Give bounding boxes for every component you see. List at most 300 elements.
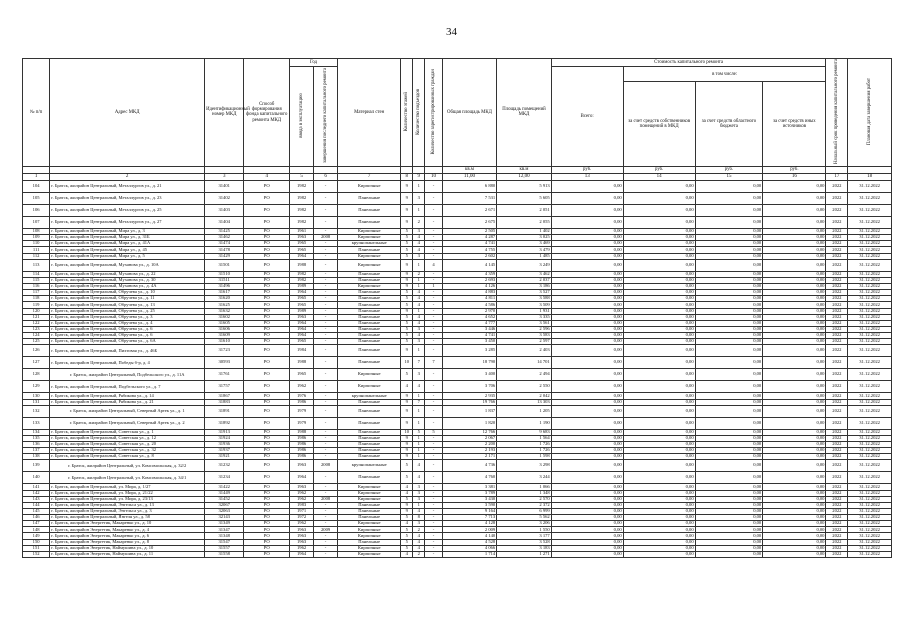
cell-premises-area: 5 562 bbox=[497, 515, 552, 521]
cell-year-built: 1963 bbox=[290, 235, 314, 241]
cell-year-repair: - bbox=[314, 339, 338, 345]
cell-premises-area: 2 494 bbox=[497, 369, 552, 381]
cell-region-cost: 0,00 bbox=[695, 235, 763, 241]
cell-num: 142 bbox=[23, 490, 50, 496]
cell-method: РО bbox=[244, 320, 290, 326]
cell-total-cost: 0,00 bbox=[551, 417, 623, 429]
cell-year-repair: - bbox=[314, 180, 338, 192]
column-number-cell: 17 bbox=[826, 173, 848, 180]
cell-region-cost: 0,00 bbox=[695, 496, 763, 502]
cell-people: - bbox=[425, 448, 442, 454]
cell-ident: 31602 bbox=[205, 314, 244, 320]
cell-start-year: 2022 bbox=[826, 527, 848, 533]
cell-start-year: 2022 bbox=[826, 216, 848, 228]
cell-year-repair: - bbox=[314, 357, 338, 369]
cell-total-area: 1 714 bbox=[442, 551, 497, 557]
cell-people: - bbox=[425, 502, 442, 508]
cell-method: РО bbox=[244, 502, 290, 508]
cell-start-year: 2022 bbox=[826, 357, 848, 369]
cell-walls: Кирпичные bbox=[338, 283, 401, 289]
cell-region-cost: 0,00 bbox=[695, 180, 763, 192]
cell-total-cost: 0,00 bbox=[551, 302, 623, 308]
cell-year-repair: - bbox=[314, 320, 338, 326]
cell-method: РО bbox=[244, 460, 290, 472]
cell-entrances: 4 bbox=[413, 241, 425, 247]
cell-floors: 9 bbox=[401, 216, 413, 228]
cell-ident: 31474 bbox=[205, 241, 244, 247]
cell-method: РО bbox=[244, 216, 290, 228]
cell-entrances: 3 bbox=[413, 496, 425, 502]
cell-year-repair: - bbox=[314, 216, 338, 228]
cell-entrances: 1 bbox=[413, 417, 425, 429]
cell-year-built: 1964 bbox=[290, 551, 314, 557]
cell-year-repair: - bbox=[314, 515, 338, 521]
cell-walls: Панельные bbox=[338, 320, 401, 326]
cell-own-cost: 0,00 bbox=[623, 539, 695, 545]
cell-entrances: 3 bbox=[413, 326, 425, 332]
cell-own-cost: 0,00 bbox=[623, 521, 695, 527]
cell-premises-area: 3 583 bbox=[497, 333, 552, 339]
cell-floors: 9 bbox=[401, 192, 413, 204]
column-number-cell: 10 bbox=[425, 173, 442, 180]
cell-plan-date: 31.12.2022 bbox=[848, 228, 892, 234]
cell-year-repair: - bbox=[314, 381, 338, 393]
table-row bbox=[23, 345, 892, 357]
cell-total-cost: 0,00 bbox=[551, 283, 623, 289]
cell-year-repair: - bbox=[314, 399, 338, 405]
cell-other-cost: 0,00 bbox=[763, 484, 826, 490]
cell-num: 113 bbox=[23, 259, 50, 271]
cell-total-cost: 0,00 bbox=[551, 180, 623, 192]
cell-ident: 31610 bbox=[205, 339, 244, 345]
cell-plan-date: 31.12.2022 bbox=[848, 326, 892, 332]
cell-address: г. Братск, жилрайон Центральный, Мира ул., д. 5 bbox=[50, 253, 205, 259]
cell-region-cost: 0,00 bbox=[695, 357, 763, 369]
cell-other-cost: 0,00 bbox=[763, 405, 826, 417]
cell-total-area: 2 200 bbox=[442, 441, 497, 447]
cell-people: - bbox=[425, 271, 442, 277]
cell-other-cost: 0,00 bbox=[763, 448, 826, 454]
cell-method: РО bbox=[244, 314, 290, 320]
cell-num: 107 bbox=[23, 216, 50, 228]
cell-ident: 31757 bbox=[205, 381, 244, 393]
table-row bbox=[23, 216, 892, 228]
cell-premises-area: 3 462 bbox=[497, 271, 552, 277]
cell-people: - bbox=[425, 539, 442, 545]
cell-other-cost: 0,00 bbox=[763, 314, 826, 320]
cell-method: РО bbox=[244, 521, 290, 527]
cell-own-cost: 0,00 bbox=[623, 460, 695, 472]
cell-year-repair: - bbox=[314, 271, 338, 277]
cell-floors: 9 bbox=[401, 448, 413, 454]
cell-own-cost: 0,00 bbox=[623, 302, 695, 308]
cell-year-repair: - bbox=[314, 259, 338, 271]
cell-premises-area: 1 726 bbox=[497, 448, 552, 454]
cell-ident: 31511 bbox=[205, 277, 244, 283]
cell-other-cost: 0,00 bbox=[763, 539, 826, 545]
cell-address: г. Братск, жилрайон Центральный, Северный Артек ул., д. 2 bbox=[50, 417, 205, 429]
cell-start-year: 2022 bbox=[826, 405, 848, 417]
cell-own-cost: 0,00 bbox=[623, 502, 695, 508]
cell-floors: 9 bbox=[401, 399, 413, 405]
cell-plan-date: 31.12.2022 bbox=[848, 277, 892, 283]
cell-people: - bbox=[425, 204, 442, 216]
cell-plan-date: 31.12.2022 bbox=[848, 235, 892, 241]
cell-premises-area: 2 037 bbox=[497, 277, 552, 283]
cell-people: - bbox=[425, 490, 442, 496]
cell-entrances: 1 bbox=[413, 448, 425, 454]
cell-ident: 31404 bbox=[205, 216, 244, 228]
cell-num: 126 bbox=[23, 345, 50, 357]
cell-plan-date: 31.12.2022 bbox=[848, 259, 892, 271]
cell-own-cost: 0,00 bbox=[623, 241, 695, 247]
table-row bbox=[23, 472, 892, 484]
cell-premises-area: 2 550 bbox=[497, 381, 552, 393]
cell-method: РО bbox=[244, 551, 290, 557]
column-number-cell: 9 bbox=[413, 173, 425, 180]
cell-entrances: 3 bbox=[413, 228, 425, 234]
cell-floors: 5 bbox=[401, 241, 413, 247]
cell-num: 104 bbox=[23, 180, 50, 192]
cell-start-year: 2022 bbox=[826, 502, 848, 508]
cell-region-cost: 0,00 bbox=[695, 508, 763, 514]
cell-walls: Панельные bbox=[338, 290, 401, 296]
cell-year-built: 1982 bbox=[290, 192, 314, 204]
cell-year-repair: - bbox=[314, 253, 338, 259]
cell-year-repair: - bbox=[314, 484, 338, 490]
cell-address: г. Братск, жилрайон Энергетик, Наймушина ул., д. 11 bbox=[50, 551, 205, 557]
cell-other-cost: 0,00 bbox=[763, 441, 826, 447]
cell-num: 128 bbox=[23, 369, 50, 381]
cell-entrances: 1 bbox=[413, 277, 425, 283]
cell-total-area: 4 811 bbox=[442, 296, 497, 302]
cell-year-built: 1972 bbox=[290, 515, 314, 521]
cell-num: 130 bbox=[23, 393, 50, 399]
cell-method: РО bbox=[244, 345, 290, 357]
cell-walls: Кирпичные bbox=[338, 545, 401, 551]
cell-year-repair: - bbox=[314, 454, 338, 460]
cell-year-repair: - bbox=[314, 405, 338, 417]
cell-total-cost: 0,00 bbox=[551, 333, 623, 339]
cell-entrances: 4 bbox=[413, 314, 425, 320]
cell-method: РО bbox=[244, 527, 290, 533]
cell-walls: Панельные bbox=[338, 216, 401, 228]
cell-premises-area: 3 335 bbox=[497, 314, 552, 320]
cell-ident: 31422 bbox=[205, 484, 244, 490]
cell-num: 131 bbox=[23, 399, 50, 405]
cell-region-cost: 0,00 bbox=[695, 308, 763, 314]
cell-year-repair: - bbox=[314, 302, 338, 308]
cell-year-built: 1988 bbox=[290, 357, 314, 369]
cell-num: 141 bbox=[23, 484, 50, 490]
cell-floors: 10 bbox=[401, 429, 413, 435]
cell-people: - bbox=[425, 533, 442, 539]
cell-method: РО bbox=[244, 308, 290, 314]
cell-other-cost: 0,00 bbox=[763, 320, 826, 326]
cell-plan-date: 31.12.2022 bbox=[848, 247, 892, 253]
cell-start-year: 2022 bbox=[826, 441, 848, 447]
cell-total-area: 4 287 bbox=[442, 235, 497, 241]
cell-total-cost: 0,00 bbox=[551, 496, 623, 502]
cell-own-cost: 0,00 bbox=[623, 228, 695, 234]
cell-address: г. Братск, жилрайон Центральный, Пихтовая ул., д. 46Б bbox=[50, 345, 205, 357]
cell-floors: 5 bbox=[401, 460, 413, 472]
cell-total-area: 4 586 bbox=[442, 302, 497, 308]
cell-total-area: 4 736 bbox=[442, 460, 497, 472]
cell-ident: 31605 bbox=[205, 320, 244, 326]
cell-year-built: 1962 bbox=[290, 521, 314, 527]
cell-entrances: 4 bbox=[413, 235, 425, 241]
cell-ident: 32143 bbox=[205, 515, 244, 521]
cell-start-year: 2022 bbox=[826, 296, 848, 302]
cell-entrances: 3 bbox=[413, 484, 425, 490]
cell-ident: 31937 bbox=[205, 448, 244, 454]
cell-total-area: 4 066 bbox=[442, 545, 497, 551]
cell-year-built: 1986 bbox=[290, 435, 314, 441]
cell-method: РО bbox=[244, 192, 290, 204]
cell-ident: 31429 bbox=[205, 253, 244, 259]
cell-plan-date: 31.12.2022 bbox=[848, 429, 892, 435]
cell-total-cost: 0,00 bbox=[551, 296, 623, 302]
cell-num: 137 bbox=[23, 448, 50, 454]
cell-total-area: 1 820 bbox=[442, 417, 497, 429]
column-number-cell: 7 bbox=[338, 173, 401, 180]
cell-year-repair: - bbox=[314, 435, 338, 441]
cell-ident: 31349 bbox=[205, 521, 244, 527]
col-other-header: за счет средств иных источников bbox=[763, 82, 826, 167]
cell-total-area: 7 713 bbox=[442, 515, 497, 521]
cell-premises-area: 2 055 bbox=[497, 216, 552, 228]
column-number-cell: 3 bbox=[205, 173, 244, 180]
cell-ident: 31401 bbox=[205, 180, 244, 192]
cell-total-cost: 0,00 bbox=[551, 216, 623, 228]
cell-other-cost: 0,00 bbox=[763, 283, 826, 289]
cell-region-cost: 0,00 bbox=[695, 441, 763, 447]
cell-year-built: 1986 bbox=[290, 448, 314, 454]
cell-year-built: 1982 bbox=[290, 180, 314, 192]
cell-region-cost: 0,00 bbox=[695, 259, 763, 271]
cell-region-cost: 0,00 bbox=[695, 448, 763, 454]
cell-premises-area: 3 177 bbox=[497, 533, 552, 539]
cell-method: РО bbox=[244, 454, 290, 460]
cell-entrances: 1 bbox=[413, 308, 425, 314]
cell-address: г. Братск, жилрайон Центральный, Мира ул., д. 41А bbox=[50, 241, 205, 247]
cell-entrances: 3 bbox=[413, 521, 425, 527]
cell-year-built: 1964 bbox=[290, 333, 314, 339]
cell-total-area: 18 790 bbox=[442, 357, 497, 369]
cell-premises-area: 3 249 bbox=[497, 259, 552, 271]
cell-start-year: 2022 bbox=[826, 314, 848, 320]
cell-method: РО bbox=[244, 441, 290, 447]
cell-people: - bbox=[425, 460, 442, 472]
cell-plan-date: 31.12.2022 bbox=[848, 508, 892, 514]
cell-num: 121 bbox=[23, 314, 50, 320]
cell-floors: 5 bbox=[401, 472, 413, 484]
cell-floors: 5 bbox=[401, 339, 413, 345]
cell-premises-area: 1 598 bbox=[497, 454, 552, 460]
cell-plan-date: 31.12.2022 bbox=[848, 357, 892, 369]
cell-address: г. Братск, жилрайон Центральный, Муханова ул., д. 4А bbox=[50, 283, 205, 289]
cell-plan-date: 31.12.2022 bbox=[848, 545, 892, 551]
cell-year-built: 1965 bbox=[290, 247, 314, 253]
column-number-cell: 2 bbox=[50, 173, 205, 180]
cell-year-repair: 2008 bbox=[314, 460, 338, 472]
cell-plan-date: 31.12.2022 bbox=[848, 320, 892, 326]
cell-plan-date: 31.12.2022 bbox=[848, 484, 892, 490]
cell-address: г. Братск, жилрайон Центральный, Обручева ул., д. 4 bbox=[50, 320, 205, 326]
cell-people: - bbox=[425, 527, 442, 533]
col-method-header: Способ формирования фонда капитального ремонта МКД bbox=[244, 59, 290, 167]
cell-other-cost: 0,00 bbox=[763, 216, 826, 228]
cell-own-cost: 0,00 bbox=[623, 216, 695, 228]
col-walls-header: Материал стен bbox=[338, 59, 401, 167]
table-row bbox=[23, 192, 892, 204]
cell-total-area: 4 528 bbox=[442, 539, 497, 545]
cell-region-cost: 0,00 bbox=[695, 551, 763, 557]
cell-people: - bbox=[425, 326, 442, 332]
cell-people: 7 bbox=[425, 357, 442, 369]
cell-total-area: 6 880 bbox=[442, 180, 497, 192]
cell-start-year: 2022 bbox=[826, 448, 848, 454]
cell-region-cost: 0,00 bbox=[695, 277, 763, 283]
cell-other-cost: 0,00 bbox=[763, 435, 826, 441]
cell-own-cost: 0,00 bbox=[623, 180, 695, 192]
cell-total-area: 3 430 bbox=[442, 496, 497, 502]
cell-floors: 5 bbox=[401, 496, 413, 502]
cell-region-cost: 0,00 bbox=[695, 247, 763, 253]
cell-address: г. Братск, жилрайон Центральный, Металлургов ул., д. 27 bbox=[50, 216, 205, 228]
cell-total-area: 7 531 bbox=[442, 192, 497, 204]
cell-year-built: 1962 bbox=[290, 381, 314, 393]
cell-premises-area: 1 205 bbox=[497, 405, 552, 417]
cell-other-cost: 0,00 bbox=[763, 235, 826, 241]
table-row bbox=[23, 369, 892, 381]
cell-start-year: 2022 bbox=[826, 393, 848, 399]
cell-year-built: 1965 bbox=[290, 339, 314, 345]
cell-plan-date: 31.12.2022 bbox=[848, 381, 892, 393]
cell-own-cost: 0,00 bbox=[623, 192, 695, 204]
cell-walls: Панельные bbox=[338, 247, 401, 253]
cell-num: 123 bbox=[23, 326, 50, 332]
cell-region-cost: 0,00 bbox=[695, 405, 763, 417]
cell-start-year: 2022 bbox=[826, 369, 848, 381]
cell-address: г. Братск, жилрайон Центральный, Обручева ул., д. 13 bbox=[50, 302, 205, 308]
cell-walls: Панельные bbox=[338, 472, 401, 484]
cell-num: 149 bbox=[23, 533, 50, 539]
cell-method: РО bbox=[244, 405, 290, 417]
cell-floors: 5 bbox=[401, 247, 413, 253]
cell-people: - bbox=[425, 484, 442, 490]
cell-other-cost: 0,00 bbox=[763, 460, 826, 472]
cell-num: 129 bbox=[23, 381, 50, 393]
cell-floors: 5 bbox=[401, 539, 413, 545]
cell-region-cost: 0,00 bbox=[695, 339, 763, 345]
cell-total-cost: 0,00 bbox=[551, 454, 623, 460]
cell-people: - bbox=[425, 399, 442, 405]
cell-year-built: 1965 bbox=[290, 296, 314, 302]
cell-year-repair: - bbox=[314, 247, 338, 253]
cell-entrances: 4 bbox=[413, 302, 425, 308]
cell-floors: 9 bbox=[401, 441, 413, 447]
cell-floors: 4 bbox=[401, 381, 413, 393]
cell-region-cost: 0,00 bbox=[695, 241, 763, 247]
cell-year-built: 1982 bbox=[290, 204, 314, 216]
cell-start-year: 2022 bbox=[826, 508, 848, 514]
cell-num: 105 bbox=[23, 192, 50, 204]
cell-address: г. Братск, жилрайон Центральный, Обручева ул., д. 10 bbox=[50, 290, 205, 296]
cell-entrances: 4 bbox=[413, 247, 425, 253]
cell-year-repair: - bbox=[314, 417, 338, 429]
cell-ident: 31347 bbox=[205, 527, 244, 533]
cell-method: РО bbox=[244, 484, 290, 490]
cell-start-year: 2022 bbox=[826, 345, 848, 357]
cell-total-area: 9 164 bbox=[442, 508, 497, 514]
cell-walls: Панельные bbox=[338, 357, 401, 369]
cell-ident: 31723 bbox=[205, 345, 244, 357]
cell-year-repair: - bbox=[314, 283, 338, 289]
cell-total-area: 4 741 bbox=[442, 241, 497, 247]
cell-entrances: 4 bbox=[413, 539, 425, 545]
cell-other-cost: 0,00 bbox=[763, 508, 826, 514]
column-number-cell: 8 bbox=[401, 173, 413, 180]
cell-total-cost: 0,00 bbox=[551, 441, 623, 447]
cell-start-year: 2022 bbox=[826, 521, 848, 527]
cell-total-area: 2 009 bbox=[442, 527, 497, 533]
cell-method: РО bbox=[244, 283, 290, 289]
cell-method: РО bbox=[244, 533, 290, 539]
cell-walls: Кирпичные bbox=[338, 259, 401, 271]
cell-premises-area: 3 469 bbox=[497, 241, 552, 247]
column-number-cell: 13 bbox=[551, 173, 623, 180]
cell-own-cost: 0,00 bbox=[623, 326, 695, 332]
cell-premises-area: 3 298 bbox=[497, 460, 552, 472]
cell-year-built: 1982 bbox=[290, 216, 314, 228]
cell-entrances: 3 bbox=[413, 490, 425, 496]
cell-people: - bbox=[425, 545, 442, 551]
cell-plan-date: 31.12.2022 bbox=[848, 302, 892, 308]
cell-walls: Панельные bbox=[338, 417, 401, 429]
col-num-header: № п/п bbox=[23, 59, 50, 167]
cell-region-cost: 0,00 bbox=[695, 417, 763, 429]
col-incl-header: в том числе: bbox=[623, 67, 826, 82]
cell-region-cost: 0,00 bbox=[695, 502, 763, 508]
cell-num: 136 bbox=[23, 441, 50, 447]
cell-start-year: 2022 bbox=[826, 253, 848, 259]
cell-ident: 31921 bbox=[205, 454, 244, 460]
cell-total-cost: 0,00 bbox=[551, 259, 623, 271]
cell-address: г. Братск, жилрайон Центральный, Энгельса ул., д. 3 bbox=[50, 508, 205, 514]
cell-year-repair: - bbox=[314, 345, 338, 357]
cell-year-repair: - bbox=[314, 296, 338, 302]
cell-start-year: 2022 bbox=[826, 180, 848, 192]
cell-method: РО bbox=[244, 339, 290, 345]
cell-region-cost: 0,00 bbox=[695, 253, 763, 259]
cell-own-cost: 0,00 bbox=[623, 448, 695, 454]
cell-start-year: 2022 bbox=[826, 399, 848, 405]
cell-own-cost: 0,00 bbox=[623, 472, 695, 484]
cell-start-year: 2022 bbox=[826, 381, 848, 393]
cell-year-repair: - bbox=[314, 472, 338, 484]
cell-total-cost: 0,00 bbox=[551, 508, 623, 514]
cell-num: 143 bbox=[23, 496, 50, 502]
cell-total-area: 3 450 bbox=[442, 339, 497, 345]
cell-ident: 31452 bbox=[205, 496, 244, 502]
cell-region-cost: 0,00 bbox=[695, 435, 763, 441]
cell-own-cost: 0,00 bbox=[623, 496, 695, 502]
cell-total-area: 3 706 bbox=[442, 381, 497, 393]
column-number-cell: 6 bbox=[314, 173, 338, 180]
cell-year-built: 1965 bbox=[290, 241, 314, 247]
